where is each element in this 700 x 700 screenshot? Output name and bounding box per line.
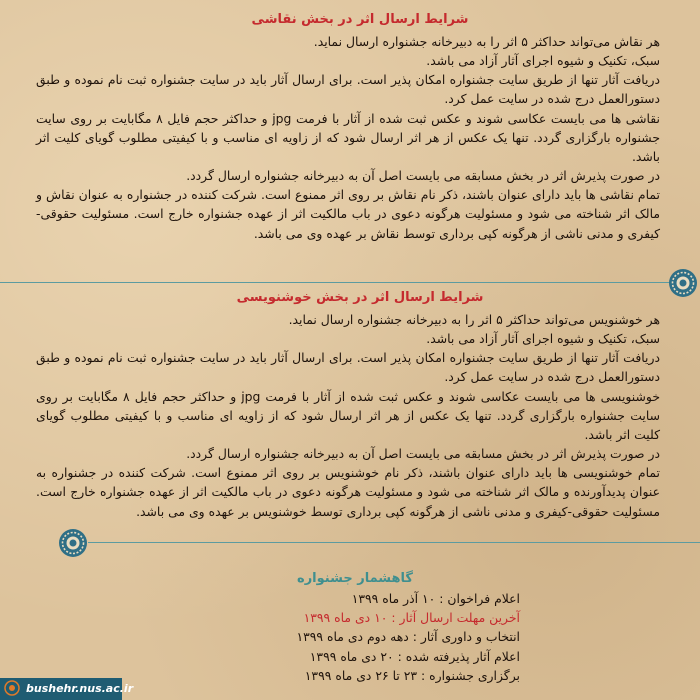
painting-paragraph: در صورت پذیرش اثر در بخش مسابقه می بایست اصل آن به دبیرخانه جشنواره ارسال گردد. [186,168,660,184]
schedule-item-deadline: آخرین مهلت ارسال آثار : ۱۰ دی ماه ۱۳۹۹ [303,610,520,626]
university-logo-icon [4,680,20,696]
calligraphy-paragraph: سبک، تکنیک و شیوه اجرای آثار آزاد می باشد. [426,331,660,347]
calligraphy-title: شرایط ارسال اثر در بخش خوشنویسی [236,290,484,305]
painting-paragraph: تمام نقاشی ها باید دارای عنوان باشند، ذکر نام نقاش بر روی اثر ممنوع است. شرکت کننده در جشنواره به عنوان نقاش و مالک اثر شناخته می شود و مسئولیت هرگونه دعوی در باب مالکیت اثر از عهده جشنواره خارج است. مسئولیت حقوقی-کیفری و مدنی ناشی از هرگونه کپی برداری توسط نقاش بر عهده وی می باشد. [36,187,660,241]
calligraphy-paragraph: دریافت آثار تنها از طریق سایت جشنواره امکان پذیر است. برای ارسال آثار باید در سایت جشنواره ثبت نام نموده و طبق دستورالعمل درج شده در سایت عمل کرد. [36,350,660,385]
festival-schedule [190,569,520,685]
section-divider [0,282,692,283]
schedule-item: اعلام آثار پذیرفته شده : ۲۰ دی ماه ۱۳۹۹ [309,648,520,664]
schedule-item: اعلام فراخوان : ۱۰ آذر ماه ۱۳۹۹ [351,591,520,606]
calligraphy-section [36,288,660,521]
schedule-item: انتخاب و داوری آثار : دهه دوم دی ماه ۱۳۹۹ [296,629,520,645]
calligraphy-paragraph: خوشنویسی ها می بایست عکاسی شوند و عکس ثبت شده از آثار با فرمت jpg و حداکثر حجم فایل ۸ مگابایت بر روی سایت جشنواره بارگزاری گردد. تنها یک عکس از هر اثر ارسال شود که از زاویه ای مناسب و با کیفیتی مطلوب گویای کلیت اثر باشد. [36,388,660,442]
calligraphy-paragraph: تمام خوشنویسی ها باید دارای عنوان باشند، ذکر نام خوشنویس بر روی اثر ممنوع است. شرکت کننده در جشنواره به عنوان پدیدآورنده و مالک اثر شناخته می شود و مسئولیت هرگونه دعوی در باب مالکیت اثر از عهده جشنواره خارج است. مسئولیت حقوقی-کیفری و مدنی ناشی از هرگونه کپی برداری توسط خوشنویس بر عهده وی می باشد. [36,465,660,519]
calligraphy-paragraph: در صورت پذیرش اثر در بخش مسابقه می بایست اصل آن به دبیرخانه جشنواره ارسال گردد. [186,446,660,462]
painting-paragraph: سبک، تکنیک و شیوه اجرای آثار آزاد می باشد. [426,53,660,69]
painting-section [36,10,660,243]
site-url[interactable]: bushehr.nus.ac.ir [26,682,134,695]
painting-paragraph: دریافت آثار تنها از طریق سایت جشنواره امکان پذیر است. برای ارسال آثار باید در سایت جشنواره ثبت نام نموده و طبق دستورالعمل درج شده در سایت عمل کرد. [36,72,660,107]
painting-paragraph: نقاشی ها می بایست عکاسی شوند و عکس ثبت شده از آثار با فرمت jpg و حداکثر حجم فایل ۸ مگابایت بر روی سایت جشنواره بارگزاری گردد. تنها یک عکس از هر اثر ارسال شود که از زاویه ای مناسب و با کیفیتی مطلوب گویای کلیت اثر باشد. [36,110,661,164]
schedule-title: گاهشمار جشنواره [297,571,413,586]
site-footer-badge[interactable] [0,678,134,700]
painting-paragraph: هر نقاش می‌تواند حداکثر ۵ اثر را به دبیرخانه جشنواره ارسال نماید. [313,34,660,49]
section-divider [88,542,700,543]
calligraphy-paragraph: هر خوشنویس می‌تواند حداکثر ۵ اثر را به دبیرخانه جشنواره ارسال نماید. [288,312,660,327]
painting-title: شرایط ارسال اثر در بخش نقاشی [251,12,469,27]
rosette-ornament-icon [58,528,88,558]
schedule-item: برگزاری جشنواره : ۲۳ تا ۲۶ دی ماه ۱۳۹۹ [304,667,520,683]
rosette-ornament-icon [668,268,698,298]
